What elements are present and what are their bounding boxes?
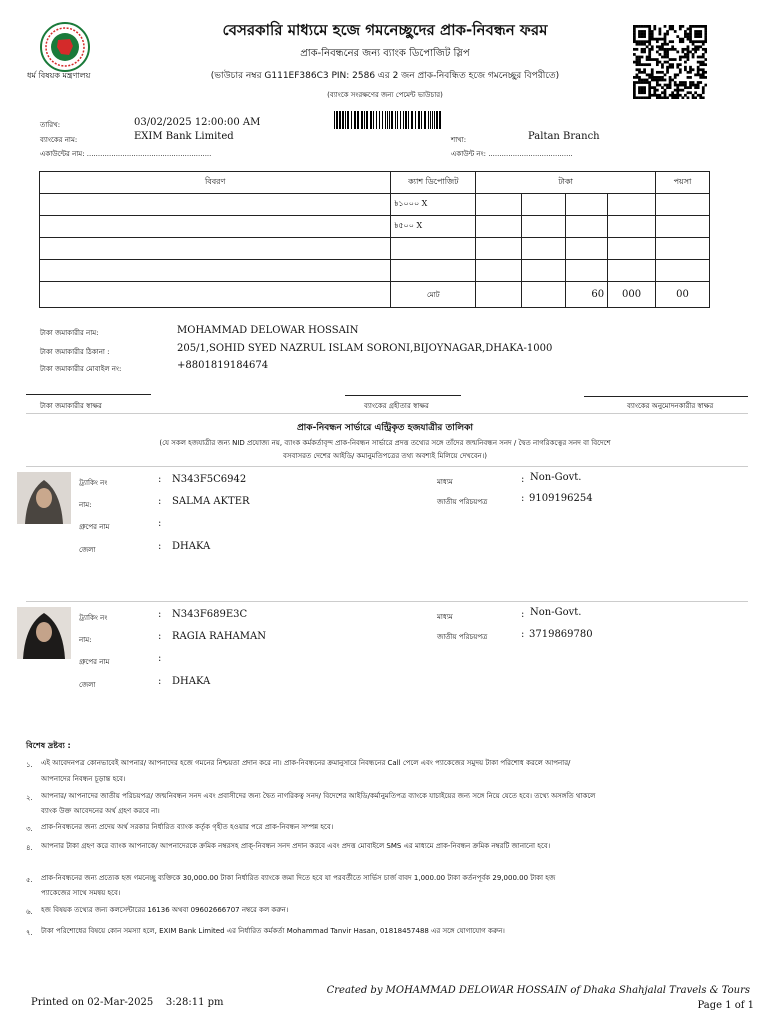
tracking-sep: :	[158, 474, 162, 485]
depositor-address-value: 205/1,SOHID SYED NAZRUL ISLAM SORONI,BIJOYNAGAR,DHAKA-1000	[177, 343, 553, 354]
pilgrim-section-title: প্রাক-নিবন্ধন সার্ভারে এন্ট্রিকৃত হজযাত্রীর তালিকা	[296, 423, 474, 433]
district-value: DHAKA	[172, 541, 211, 552]
tracking-sep: :	[158, 609, 162, 620]
note-number: ৭.	[26, 929, 33, 937]
divider	[26, 466, 748, 467]
medium-sep: :	[521, 609, 525, 620]
depositor-address-label: টাকা জমাকারীর ঠিকানা :	[40, 348, 110, 356]
note-number: ৩.	[26, 825, 33, 833]
note-text: টাকা পরিশোধের বিষয়ে কোন সমস্যা হলে, EXIM Bank Limited এর নির্ধারিত কর্মকর্তা Mohammad Tanvir Hasan, 01818457488 এর সঙ্গে যোগাযোগ করুন।	[41, 927, 505, 935]
created-by: Created by MOHAMMAD DELOWAR HOSSAIN of Dhaka Shahjalal Travels & Tours	[326, 985, 750, 996]
cash-cell: ৳৫০০ X	[391, 216, 476, 238]
name-label: নাম:	[79, 636, 92, 644]
table-header-row	[40, 172, 710, 194]
bank-name-value: EXIM Bank Limited	[134, 131, 234, 142]
district-sep: :	[158, 676, 162, 687]
nid-sep: :	[521, 493, 525, 504]
note-text: প্রাক-নিবন্ধনের জন্য প্রত্যেক হজ গমনেচ্ছু ব্যক্তিকে 30,000.00 টাকা নির্ধারিত ব্যাংকে জমা দিতে হবে যা পরবর্তীতে সার্ভিস চার্জ বাবদ 1,000.00 টাকা কর্তনপূর্বক 29,000.00 টাকা হজ	[41, 874, 556, 882]
total-row	[40, 282, 710, 308]
group-label: গ্রুপের নাম	[79, 523, 110, 531]
approver-signature-line	[584, 396, 748, 397]
receiver-signature-label: ব্যাংকের গ্রহীতার স্বাক্ষর	[364, 402, 429, 410]
nid-label: জাতীয় পরিচয়পত্র	[437, 633, 488, 641]
medium-label: মাধ্যম	[437, 478, 453, 486]
note-number: ৬.	[26, 908, 33, 916]
barcode	[334, 111, 442, 129]
table-row	[40, 260, 710, 282]
form-title: বেসরকারি মাধ্যমে হজে গমনেচ্ছুদের প্রাক-নিবন্ধন ফরম	[222, 21, 548, 39]
note-text-cont: ব্যাংক উক্ত আবেদনের অর্থ গ্রহণ করবে না।	[41, 807, 160, 815]
header-poisha: পয়সা	[656, 172, 710, 194]
depositor-name-value: MOHAMMAD DELOWAR HOSSAIN	[177, 325, 359, 336]
notes-heading: বিশেষ দ্রষ্টব্য :	[26, 741, 71, 750]
medium-sep: :	[521, 474, 525, 485]
nid-value: 9109196254	[529, 493, 593, 504]
date-value: 03/02/2025 12:00:00 AM	[134, 117, 261, 128]
note-text: এই আবেদনপত্র কোনভাবেই আপনার/ আপনাদের হজে গমনের নিশ্চয়তা প্রদান করে না। প্রাক-নিবন্ধনের ক্রমানুসারে নিবন্ধনের Call পেলে এবং প্যাকেজের সমুদয় টাকা পরিশোধ করলে আপনার/	[41, 759, 571, 767]
header-description: বিবরণ	[40, 172, 391, 194]
depositor-mobile-label: টাকা জমাকারীর মোবাইল নং:	[40, 365, 122, 373]
total-amount-1: 60	[566, 282, 608, 308]
form-subtitle: প্রাক-নিবন্ধনের জন্য ব্যাংক ডিপোজিট স্লিপ	[300, 48, 470, 59]
date-label: তারিখ:	[40, 121, 61, 129]
nid-value: 3719869780	[529, 629, 593, 640]
medium-value: Non-Govt.	[530, 607, 582, 618]
medium-value: Non-Govt.	[530, 472, 582, 483]
total-label: মোট	[391, 282, 476, 308]
note-text: আপনার/ আপনাদের জাতীয় পরিচয়পত্র/ জন্মনিবন্ধন সনদ এবং প্রবাসীদের জন্য দ্বৈত নাগরিকত্ব সনদ/ বিদেশের আইডি/কর্মানুমতিপত্র ব্যাংকে যাচাইয়ের জন্য সঙ্গে নিয়ে যেতে হবে। তথ্যে অসঙ্গতি থাকলে	[41, 792, 596, 800]
note-number: ১.	[26, 761, 33, 769]
page-number: Page 1 of 1	[697, 1000, 754, 1011]
total-amount-3: 00	[656, 282, 710, 308]
table-row	[40, 194, 710, 216]
group-label: গ্রুপের নাম	[79, 658, 110, 666]
note-text: প্রাক-নিবন্ধনের জন্য প্রদেয় অর্থ সরকার নির্ধারিত ব্যাংক কর্তৃক গৃহীত হওয়ার পরে প্রাক-নিবন্ধন সম্পন্ন হবে।	[41, 823, 334, 831]
pilgrim-note-line2: বসবাসরত দেশের আইডি/ কমানুমতিপত্রের তথ্য অবশ্যই মিলিয়ে দেখবেন।)	[283, 452, 487, 460]
account-name-label: একাউন্টের নাম: ........................................................	[40, 150, 212, 158]
district-label: জেলা	[79, 681, 96, 689]
total-amount-2: 000	[608, 282, 656, 308]
pilgrim-note-line1: (যে সকল হজযাত্রীর জন্য NID প্রযোজ্য নয়, ব্যাংক কর্মকর্তাবৃন্দ প্রাক-নিবন্ধন সার্ভারে প্রদত্ত তথ্যের সঙ্গে তাঁদের জন্মনিবন্ধন সনদ / দ্বৈত নাগরিকত্বের সনদ বা বিদেশে	[159, 439, 611, 447]
receiver-signature-line	[345, 395, 461, 396]
group-sep: :	[158, 518, 162, 529]
header-cash-deposit: ক্যাশ ডিপোজিট	[391, 172, 476, 194]
note-number: ৪.	[26, 844, 33, 852]
deposit-table	[39, 171, 710, 308]
medium-label: মাধ্যম	[437, 613, 453, 621]
name-value: RAGIA RAHAMAN	[172, 631, 266, 642]
govt-logo	[40, 22, 90, 72]
note-text-cont: প্যাকেজের সাথে সমন্বয় হবে।	[41, 889, 121, 897]
table-row	[40, 216, 710, 238]
table-row	[40, 238, 710, 260]
depositor-signature-label: টাকা জমাকারীর স্বাক্ষর	[40, 402, 102, 410]
printed-on: Printed on 02-Mar-2025 3:28:11 pm	[31, 997, 224, 1008]
voucher-line: (ভাউচার নম্বর G111EF386C3 PIN: 2586 এর 2 জন প্রাক-নিবন্ধিত হজে গমনেচ্ছুর বিপরীতে)	[210, 71, 560, 81]
pilgrim-photo	[17, 472, 71, 524]
cash-cell	[391, 238, 476, 260]
depositor-mobile-value: +8801819184674	[177, 360, 269, 371]
bank-name-label: ব্যাংকের নাম:	[40, 136, 78, 144]
name-value: SALMA AKTER	[172, 496, 250, 507]
note-text-cont: আপনাদের নিবন্ধন চূড়ান্ত হবে।	[41, 775, 126, 783]
depositor-signature-line	[26, 394, 151, 395]
tracking-label: ট্র্যাকিং নং	[79, 479, 108, 487]
branch-label: শাখা:	[451, 136, 467, 144]
cash-cell	[391, 260, 476, 282]
approver-signature-label: ব্যাংকের অনুমোদনকারীর স্বাক্ষর	[627, 402, 714, 410]
tracking-value: N343F5C6942	[172, 474, 247, 485]
name-label: নাম:	[79, 501, 92, 509]
pilgrim-photo	[17, 607, 71, 659]
branch-value: Paltan Branch	[528, 131, 600, 142]
header-taka: টাকা	[476, 172, 656, 194]
district-label: জেলা	[79, 546, 96, 554]
tracking-label: ট্র্যাকিং নং	[79, 614, 108, 622]
note-number: ২.	[26, 794, 33, 802]
group-sep: :	[158, 653, 162, 664]
note-number: ৫.	[26, 876, 33, 884]
account-no-label: একাউন্ট নং: ......................................	[451, 150, 573, 158]
tracking-value: N343F689E3C	[172, 609, 248, 620]
divider	[26, 601, 748, 602]
depositor-name-label: টাকা জমাকারীর নাম:	[40, 329, 99, 337]
district-value: DHAKA	[172, 676, 211, 687]
district-sep: :	[158, 541, 162, 552]
ministry-name: ধর্ম বিষয়ক মন্ত্রণালয়	[27, 71, 91, 80]
name-sep: :	[158, 496, 162, 507]
qr-code	[633, 25, 707, 99]
nid-sep: :	[521, 629, 525, 640]
note-text: হজ বিষয়ক তথ্যের জন্য কলসেন্টারের 16136 অথবা 09602666707 নম্বরে কল করুন।	[41, 906, 289, 914]
copy-note: (ব্যাংকে সংরক্ষণের জন্য পেমেন্ট ভাউচার)	[327, 91, 443, 99]
name-sep: :	[158, 631, 162, 642]
note-text: আপনার টাকা গ্রহণ করে ব্যাংক আপনাকে/ আপনাদেরকে ক্রমিক নম্বরসহ প্রাক্-নিবন্ধন সনদ প্রদান করবে এবং প্রদত্ত মোবাইলে SMS এর মাধ্যমে প্রাক-নিবন্ধন ক্রমিক নম্বরটি জানানো হবে।	[41, 842, 551, 850]
cash-cell: ৳১০০০ X	[391, 194, 476, 216]
divider	[26, 413, 748, 414]
nid-label: জাতীয় পরিচয়পত্র	[437, 498, 488, 506]
